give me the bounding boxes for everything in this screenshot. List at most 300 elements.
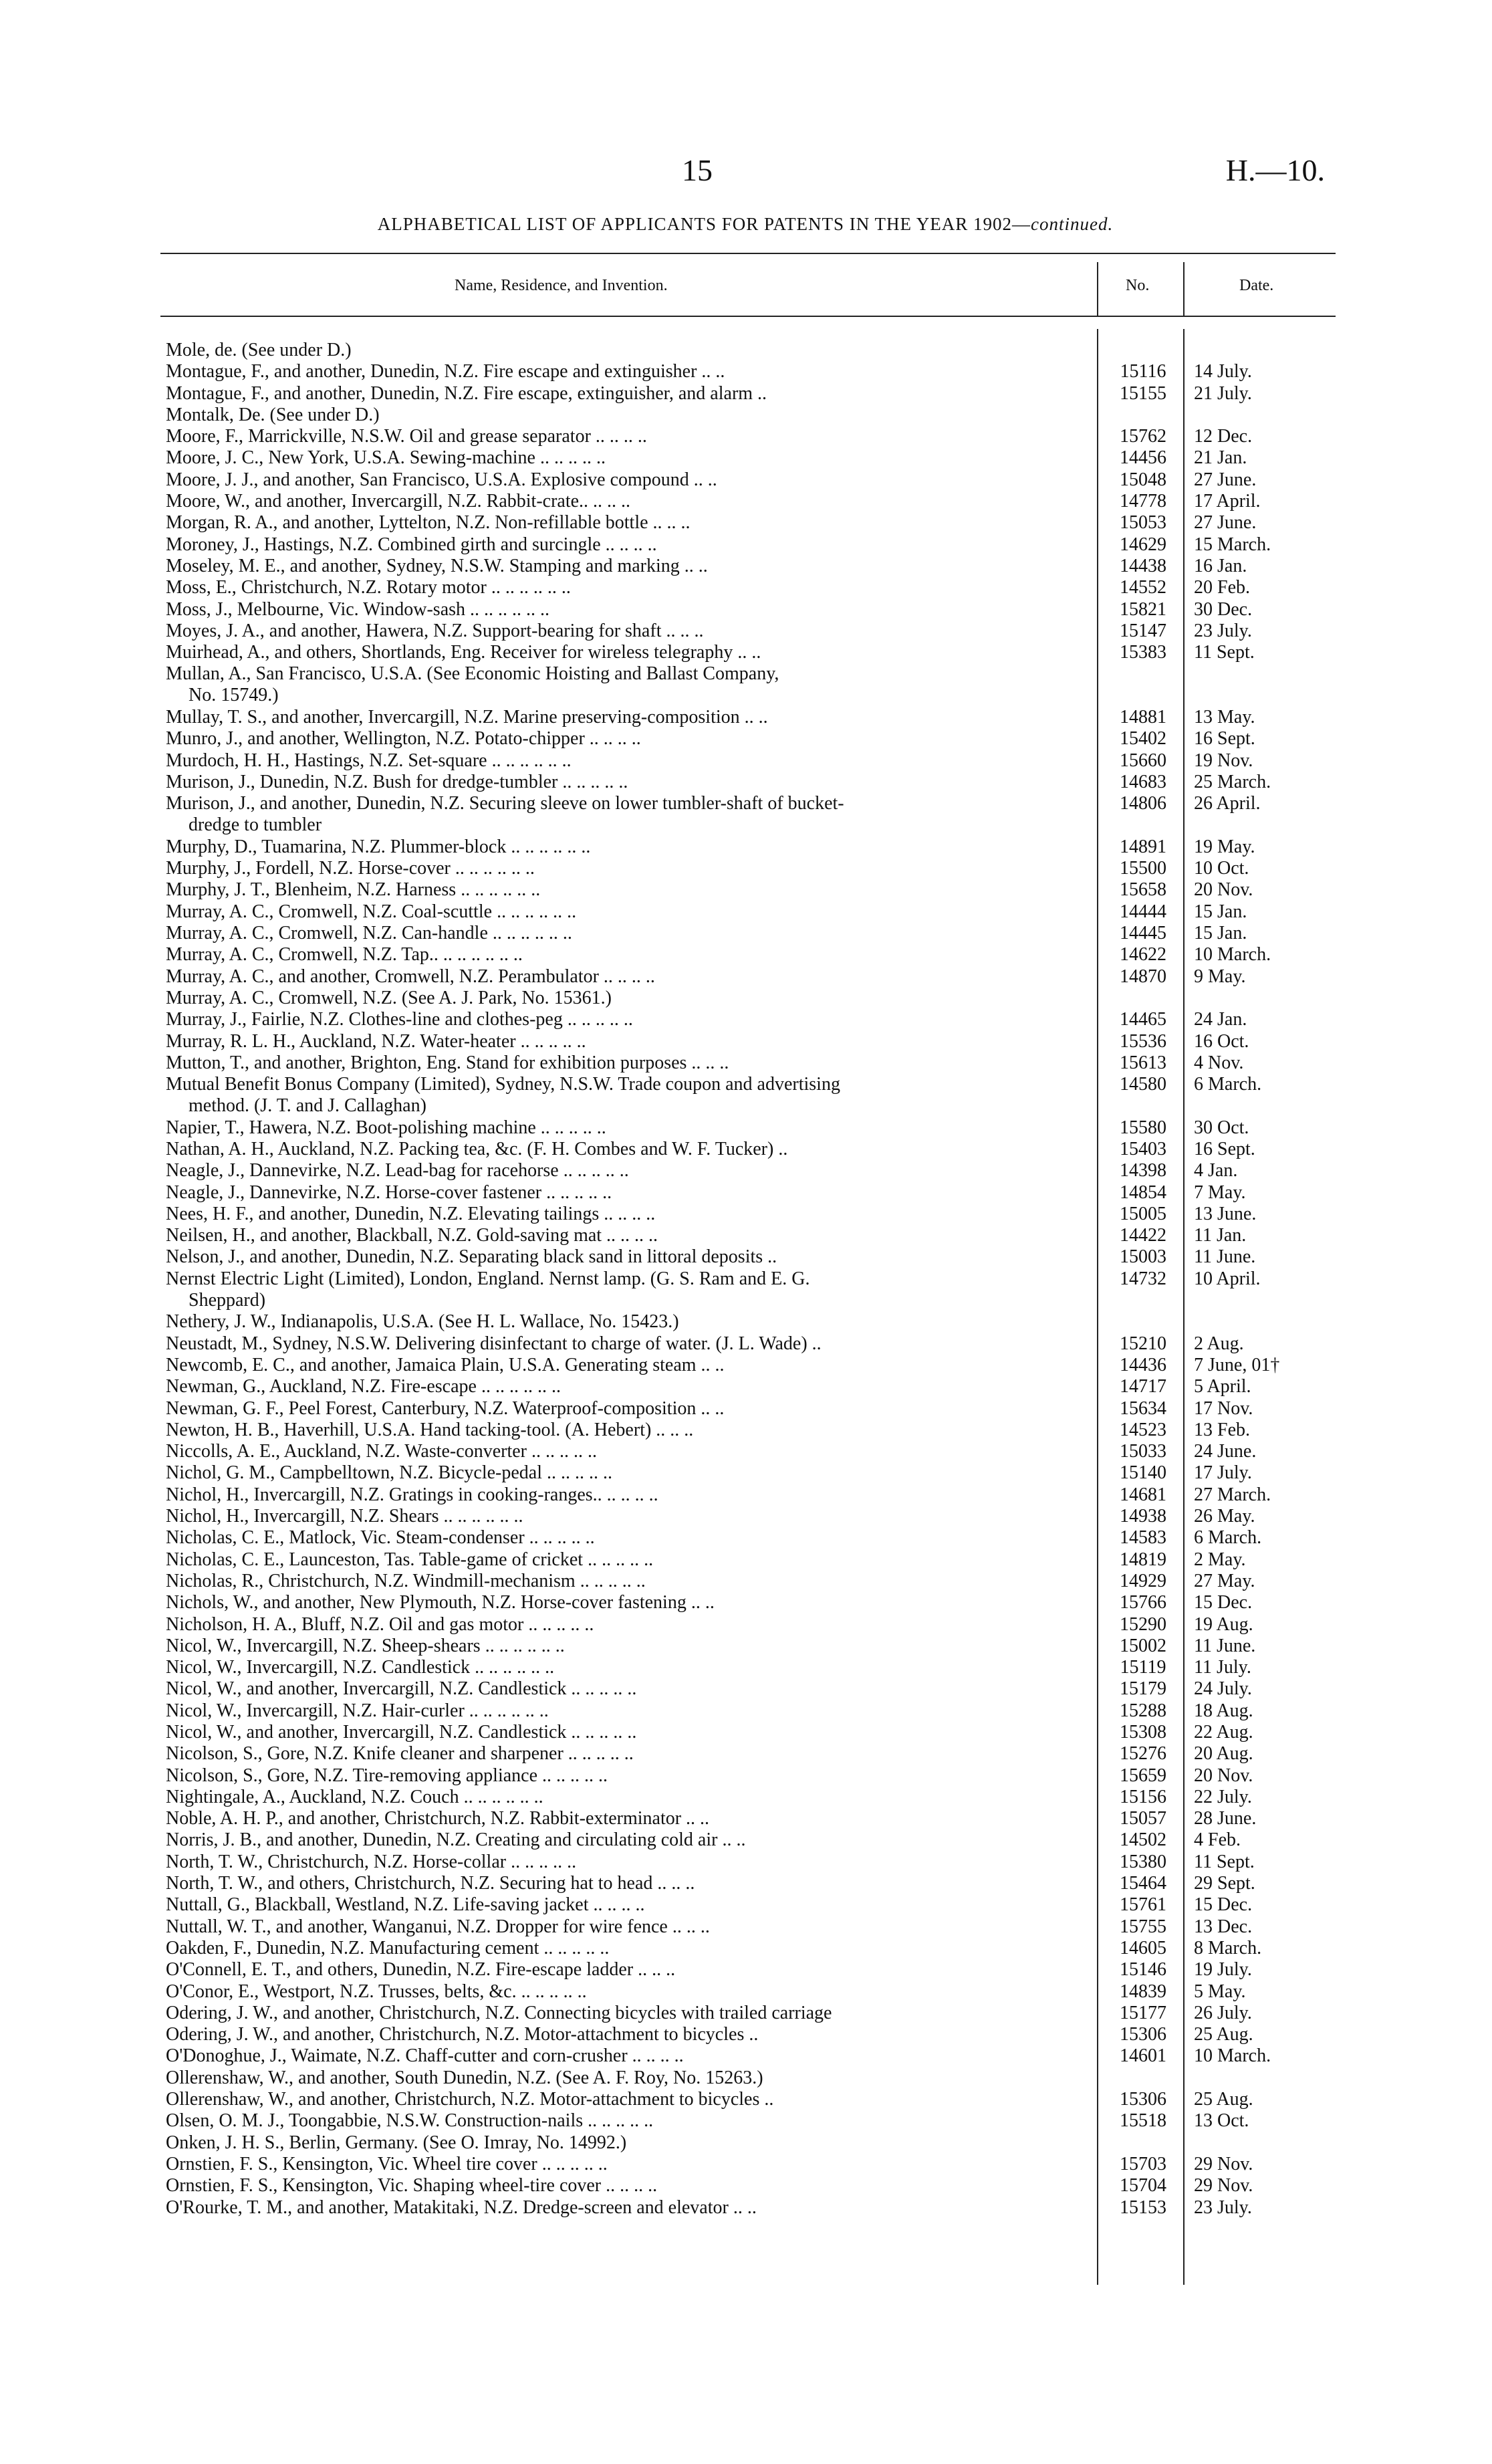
entry-number: 15003 [1120, 1246, 1166, 1268]
entry-number: 15306 [1120, 2024, 1166, 2045]
list-item [0, 1852, 1492, 1873]
list-item [0, 1246, 1492, 1268]
entry-name: Neustadt, M., Sydney, N.S.W. Delivering disinfectant to charge of water. (J. L. Wade) .. [166, 1333, 822, 1354]
entry-name: Nichols, W., and another, New Plymouth, N.Z. Horse-cover fastening .. .. [166, 1592, 715, 1613]
entry-date: 13 June. [1194, 1203, 1257, 1224]
header-rule-bottom [160, 316, 1336, 317]
list-item [0, 966, 1492, 988]
entry-number: 14552 [1120, 577, 1166, 598]
entry-name: Nicholas, C. E., Matlock, Vic. Steam-condenser .. .. .. .. .. [166, 1527, 595, 1549]
entry-name: Moore, F., Marrickville, N.S.W. Oil and grease separator .. .. .. .. [166, 426, 647, 447]
list-item [0, 1527, 1492, 1549]
entry-date: 4 Nov. [1194, 1052, 1244, 1073]
list-item [0, 1916, 1492, 1938]
entry-date: 17 April. [1194, 491, 1261, 512]
list-item [0, 1117, 1492, 1139]
entry-number: 14580 [1120, 1074, 1166, 1095]
entry-number: 15146 [1120, 1959, 1166, 1981]
list-item [0, 1700, 1492, 1722]
list-item [0, 1462, 1492, 1484]
entry-name: Olsen, O. M. J., Toongabbie, N.S.W. Construction-nails .. .. .. .. .. [166, 2110, 654, 2132]
entry-number: 15658 [1120, 879, 1166, 901]
entry-number: 15464 [1120, 1873, 1166, 1894]
entry-name: Nichol, H., Invercargill, N.Z. Shears .. .. .. .. .. .. [166, 1506, 523, 1527]
list-item [0, 1829, 1492, 1851]
entry-number: 14456 [1120, 447, 1166, 469]
entry-number: 14605 [1120, 1937, 1166, 1958]
entry-name: Ornstien, F. S., Kensington, Vic. Wheel tire cover .. .. .. .. .. [166, 2153, 608, 2174]
entry-name-continuation: Sheppard) [189, 1289, 266, 1311]
entry-date: 16 Jan. [1194, 555, 1247, 576]
entry-name: Nuttall, W. T., and another, Wanganui, N.Z. Dropper for wire fence .. .. .. [166, 1916, 710, 1937]
list-item [0, 1311, 1492, 1333]
column-divider-2-head [1183, 262, 1185, 316]
list-item [0, 556, 1492, 577]
entry-date: 16 Sept. [1194, 728, 1255, 750]
entry-number: 14891 [1120, 836, 1166, 857]
entry-number: 15210 [1120, 1333, 1166, 1354]
entry-name: Montague, F., and another, Dunedin, N.Z. Fire escape and extinguisher .. .. [166, 361, 725, 382]
list-item [0, 621, 1492, 642]
list-item [0, 836, 1492, 858]
entry-number: 15276 [1120, 1743, 1166, 1765]
entry-name: Nuttall, G., Blackball, Westland, N.Z. Life-saving jacket .. .. .. .. [166, 1894, 645, 1916]
entry-number: 15290 [1120, 1613, 1166, 1635]
entry-number: 14938 [1120, 1506, 1166, 1527]
entry-number: 15383 [1120, 642, 1166, 663]
column-divider-1-head [1097, 262, 1098, 316]
entry-date: 27 June. [1194, 512, 1257, 534]
entry-number: 14444 [1120, 901, 1166, 922]
list-item [0, 1959, 1492, 1981]
entry-name: Nicholas, R., Christchurch, N.Z. Windmill-mechanism .. .. .. .. .. [166, 1570, 646, 1591]
entry-date: 15 Dec. [1194, 1894, 1253, 1916]
entry-date: 7 May. [1194, 1182, 1246, 1203]
entry-name: Ollerenshaw, W., and another, South Dunedin, N.Z. (See A. F. Roy, No. 15263.) [166, 2067, 763, 2088]
entry-number: 15116 [1120, 361, 1166, 382]
entry-date: 21 July. [1194, 382, 1252, 404]
list-item [0, 1592, 1492, 1613]
entry-number: 15033 [1120, 1441, 1166, 1462]
list-item [0, 901, 1492, 923]
entry-date: 11 June. [1194, 1246, 1256, 1268]
entry-date: 28 June. [1194, 1808, 1257, 1829]
list-item [0, 2045, 1492, 2067]
entry-name: Moore, J. J., and another, San Francisco, U.S.A. Explosive compound .. .. [166, 469, 717, 490]
entry-date: 19 Aug. [1194, 1613, 1253, 1635]
entry-name: Onken, J. H. S., Berlin, Germany. (See O. Imray, No. 14992.) [166, 2132, 627, 2153]
entry-number: 14629 [1120, 534, 1166, 555]
entry-number: 15761 [1120, 1894, 1166, 1916]
list-item [0, 1398, 1492, 1420]
entry-date: 20 Feb. [1194, 577, 1250, 598]
entry-date: 14 July. [1194, 361, 1252, 382]
entry-date: 17 July. [1194, 1462, 1252, 1484]
list-item [0, 1160, 1492, 1182]
entry-number: 15766 [1120, 1592, 1166, 1613]
entry-date: 30 Oct. [1194, 1117, 1249, 1138]
entry-number: 15703 [1120, 2153, 1166, 2174]
entry-number: 15308 [1120, 1722, 1166, 1743]
entry-number: 15634 [1120, 1397, 1166, 1419]
entry-name: Nethery, J. W., Indianapolis, U.S.A. (See H. L. Wallace, No. 15423.) [166, 1311, 679, 1333]
entry-date: 4 Jan. [1194, 1160, 1238, 1182]
entry-number: 15518 [1120, 2110, 1166, 2132]
list-item [0, 1678, 1492, 1700]
entry-name: Murphy, J., Fordell, N.Z. Horse-cover .. .. .. .. .. .. [166, 858, 535, 879]
list-item [0, 642, 1492, 663]
list-item [0, 1139, 1492, 1160]
list-item [0, 1376, 1492, 1397]
entry-number: 14398 [1120, 1160, 1166, 1182]
entry-number: 15155 [1120, 382, 1166, 404]
entry-name: Newman, G., Auckland, N.Z. Fire-escape .. .. .. .. .. .. [166, 1376, 561, 1397]
entry-name: Murdoch, H. H., Hastings, N.Z. Set-square .. .. .. .. .. .. [166, 750, 572, 771]
entry-name: Newcomb, E. C., and another, Jamaica Plain, U.S.A. Generating steam .. .. [166, 1354, 725, 1375]
entry-date: 27 May. [1194, 1570, 1255, 1591]
entry-number: 15659 [1120, 1765, 1166, 1786]
list-item [0, 1204, 1492, 1225]
applicant-list [0, 340, 1492, 2219]
list-item [0, 340, 1492, 361]
entry-number: 15380 [1120, 1851, 1166, 1872]
entry-name: Nicol, W., Invercargill, N.Z. Sheep-shears .. .. .. .. .. .. [166, 1635, 565, 1656]
entry-name: Murray, A. C., Cromwell, N.Z. Tap.. .. .. .. .. .. .. [166, 944, 523, 966]
list-item [0, 1722, 1492, 1743]
entry-number: 14601 [1120, 2045, 1166, 2067]
list-item [0, 1074, 1492, 1117]
list-item [0, 1657, 1492, 1678]
list-item [0, 944, 1492, 966]
entry-date: 7 June, 01† [1194, 1354, 1280, 1375]
entry-name: Ornstien, F. S., Kensington, Vic. Shaping wheel-tire cover .. .. .. .. [166, 2175, 658, 2197]
entry-date: 22 July. [1194, 1786, 1252, 1807]
list-item [0, 1182, 1492, 1204]
entry-name: Neagle, J., Dannevirke, N.Z. Horse-cover fastener .. .. .. .. .. [166, 1182, 612, 1203]
entry-date: 13 Dec. [1194, 1916, 1253, 1937]
entry-name: Nicol, W., Invercargill, N.Z. Hair-curler .. .. .. .. .. .. [166, 1700, 549, 1721]
list-item [0, 534, 1492, 556]
entry-name: Murison, J., and another, Dunedin, N.Z. Securing sleeve on lower tumbler-shaft of bucket- dredge to tumbler [166, 793, 1090, 836]
entry-number: 15179 [1120, 1678, 1166, 1700]
list-item [0, 512, 1492, 534]
entry-date: 26 May. [1194, 1506, 1255, 1527]
entry-name: Moore, J. C., New York, U.S.A. Sewing-machine .. .. .. .. .. [166, 447, 606, 469]
entry-number: 15177 [1120, 2002, 1166, 2023]
entry-date: 20 Aug. [1194, 1743, 1253, 1765]
entry-name: Mullan, A., San Francisco, U.S.A. (See Economic Hoisting and Ballast Company, No. 15749.) [166, 663, 1090, 706]
entry-name: Ollerenshaw, W., and another, Christchurch, N.Z. Motor-attachment to bicycles .. [166, 2089, 774, 2110]
entry-date: 2 May. [1194, 1549, 1246, 1570]
page-number: 15 [682, 153, 713, 187]
entry-number: 14839 [1120, 1981, 1166, 2002]
entry-name: Nichol, H., Invercargill, N.Z. Gratings in cooking-ranges.. .. .. .. .. [166, 1484, 658, 1505]
entry-number: 15306 [1120, 2089, 1166, 2110]
entry-date: 11 Jan. [1194, 1225, 1247, 1246]
list-item [0, 2003, 1492, 2024]
entry-name: Napier, T., Hawera, N.Z. Boot-polishing machine .. .. .. .. .. [166, 1117, 606, 1138]
list-item [0, 1009, 1492, 1030]
list-item [0, 1420, 1492, 1441]
entry-number: 15053 [1120, 512, 1166, 534]
list-item [0, 1938, 1492, 1959]
list-item [0, 879, 1492, 901]
entry-date: 27 March. [1194, 1484, 1271, 1505]
list-item [0, 1808, 1492, 1829]
entry-name: O'Rourke, T. M., and another, Matakitaki, N.Z. Dredge-screen and elevator .. .. [166, 2197, 757, 2218]
entry-name: Nicol, W., Invercargill, N.Z. Candlestick .. .. .. .. .. .. [166, 1657, 555, 1678]
entry-number: 15402 [1120, 728, 1166, 750]
list-item [0, 2110, 1492, 2132]
entry-name-continuation: No. 15749.) [189, 685, 279, 706]
entry-date: 15 Jan. [1194, 923, 1247, 944]
list-item [0, 599, 1492, 621]
entry-date: 9 May. [1194, 966, 1246, 987]
list-item [0, 1894, 1492, 1916]
entry-date: 22 Aug. [1194, 1722, 1253, 1743]
entry-name: Murray, A. C., Cromwell, N.Z. (See A. J. Park, No. 15361.) [166, 987, 612, 1008]
entry-name: Nichol, G. M., Campbelltown, N.Z. Bicycle-pedal .. .. .. .. .. [166, 1462, 612, 1484]
entry-name: Murphy, J. T., Blenheim, N.Z. Harness .. .. .. .. .. .. [166, 879, 541, 901]
entry-date: 24 July. [1194, 1678, 1252, 1700]
entry-date: 20 Nov. [1194, 1765, 1253, 1786]
entry-date: 12 Dec. [1194, 426, 1253, 447]
list-item [0, 663, 1492, 707]
entry-number: 15002 [1120, 1635, 1166, 1656]
entry-name: North, T. W., and others, Christchurch, N.Z. Securing hat to head .. .. .. [166, 1873, 695, 1894]
entry-name: North, T. W., Christchurch, N.Z. Horse-collar .. .. .. .. .. [166, 1851, 577, 1872]
entry-date: 27 June. [1194, 469, 1257, 490]
entry-name: Nathan, A. H., Auckland, N.Z. Packing tea, &c. (F. H. Combes and W. F. Tucker) .. [166, 1138, 788, 1159]
list-item [0, 772, 1492, 793]
entry-date: 29 Nov. [1194, 2153, 1253, 2174]
entry-date: 8 March. [1194, 1937, 1262, 1958]
page-title [160, 214, 1330, 235]
list-item [0, 2175, 1492, 2197]
entry-name: Moseley, M. E., and another, Sydney, N.S.W. Stamping and marking .. .. [166, 555, 708, 576]
list-item [0, 2089, 1492, 2110]
list-item [0, 1225, 1492, 1246]
list-item [0, 1787, 1492, 1808]
entry-name: Nees, H. F., and another, Dunedin, N.Z. Elevating tailings .. .. .. .. [166, 1203, 656, 1224]
list-item [0, 858, 1492, 879]
entry-name: Munro, J., and another, Wellington, N.Z. Potato-chipper .. .. .. .. [166, 728, 641, 750]
entry-number: 15821 [1120, 598, 1166, 620]
list-item [0, 1333, 1492, 1355]
list-item [0, 793, 1492, 836]
list-item [0, 383, 1492, 405]
entry-date: 10 March. [1194, 944, 1271, 966]
entry-date: 4 Feb. [1194, 1829, 1241, 1851]
entry-name: Murray, J., Fairlie, N.Z. Clothes-line and clothes-peg .. .. .. .. .. [166, 1009, 633, 1030]
entry-number: 14502 [1120, 1829, 1166, 1851]
entry-name: O'Connell, E. T., and others, Dunedin, N.Z. Fire-escape ladder .. .. .. [166, 1959, 676, 1981]
entry-name: Murray, A. C., Cromwell, N.Z. Coal-scuttle .. .. .. .. .. .. [166, 901, 577, 922]
entry-date: 25 Aug. [1194, 2024, 1253, 2045]
entry-date: 18 Aug. [1194, 1700, 1253, 1721]
entry-name-continuation: method. (J. T. and J. Callaghan) [189, 1095, 426, 1117]
entry-date: 19 Nov. [1194, 750, 1253, 771]
entry-date: 29 Nov. [1194, 2175, 1253, 2197]
entry-name: Newton, H. B., Haverhill, U.S.A. Hand tacking-tool. (A. Hebert) .. .. .. [166, 1419, 694, 1440]
entry-name: O'Donoghue, J., Waimate, N.Z. Chaff-cutter and corn-crusher .. .. .. .. [166, 2045, 684, 2067]
entry-date: 24 Jan. [1194, 1009, 1247, 1030]
entry-date: 6 March. [1194, 1074, 1262, 1095]
header-rule-top [160, 253, 1336, 254]
title-continued: continued. [1031, 214, 1114, 234]
list-item [0, 707, 1492, 728]
entry-date: 6 March. [1194, 1527, 1262, 1549]
list-item [0, 2154, 1492, 2175]
entry-number: 14436 [1120, 1354, 1166, 1375]
entry-name: Mole, de. (See under D.) [166, 340, 352, 360]
entry-number: 15147 [1120, 620, 1166, 641]
list-item [0, 426, 1492, 447]
entry-number: 14465 [1120, 1009, 1166, 1030]
entry-date: 19 May. [1194, 836, 1255, 857]
entry-name: Odering, J. W., and another, Christchurch, N.Z. Motor-attachment to bicycles .. [166, 2024, 759, 2045]
entry-number: 14445 [1120, 923, 1166, 944]
entry-date: 25 Aug. [1194, 2089, 1253, 2110]
list-item [0, 577, 1492, 598]
title-main: ALPHABETICAL LIST OF APPLICANTS FOR PATENTS IN THE YEAR 1902— [377, 214, 1031, 234]
list-item [0, 1355, 1492, 1376]
entry-number: 14929 [1120, 1570, 1166, 1591]
entry-date: 11 Sept. [1194, 642, 1255, 663]
entry-name: Moyes, J. A., and another, Hawera, N.Z. Support-bearing for shaft .. .. .. [166, 620, 704, 641]
entry-name: Nicholas, C. E., Launceston, Tas. Table-game of cricket .. .. .. .. .. [166, 1549, 654, 1570]
entry-date: 29 Sept. [1194, 1873, 1255, 1894]
list-item [0, 405, 1492, 426]
entry-number: 15660 [1120, 750, 1166, 771]
entry-number: 15403 [1120, 1138, 1166, 1159]
entry-date: 15 March. [1194, 534, 1271, 555]
entry-date: 16 Oct. [1194, 1030, 1249, 1052]
list-item [0, 1484, 1492, 1506]
entry-name: Murray, A. C., and another, Cromwell, N.Z. Perambulator .. .. .. .. [166, 966, 655, 987]
entry-number: 15580 [1120, 1117, 1166, 1138]
entry-date: 30 Dec. [1194, 598, 1253, 620]
list-item [0, 1031, 1492, 1052]
entry-number: 14732 [1120, 1268, 1166, 1289]
entry-number: 15755 [1120, 1916, 1166, 1937]
page-header [0, 152, 1492, 199]
entry-number: 14806 [1120, 793, 1166, 814]
entry-number: 14778 [1120, 491, 1166, 512]
entry-number: 15288 [1120, 1700, 1166, 1721]
list-item [0, 447, 1492, 469]
entry-date: 24 June. [1194, 1441, 1257, 1462]
entry-name: Nicolson, S., Gore, N.Z. Knife cleaner and sharpener .. .. .. .. .. [166, 1743, 634, 1765]
entry-date: 15 Jan. [1194, 901, 1247, 922]
entry-name: Odering, J. W., and another, Christchurch, N.Z. Connecting bicycles with trailed carriage [166, 2002, 832, 2023]
entry-number: 14681 [1120, 1484, 1166, 1505]
list-item [0, 469, 1492, 491]
column-header-name: Name, Residence, and Invention. [455, 277, 668, 294]
list-item [0, 1268, 1492, 1312]
entry-name: Mullay, T. S., and another, Invercargill, N.Z. Marine preserving-composition .. .. [166, 707, 768, 728]
entry-date: 11 June. [1194, 1635, 1256, 1656]
list-item [0, 923, 1492, 944]
entry-name: Mutton, T., and another, Brighton, Eng. Stand for exhibition purposes .. .. .. [166, 1052, 729, 1073]
entry-date: 16 Sept. [1194, 1138, 1255, 1159]
entry-date: 25 March. [1194, 771, 1271, 792]
entry-number: 15536 [1120, 1030, 1166, 1052]
entry-name: Niccolls, A. E., Auckland, N.Z. Waste-converter .. .. .. .. .. [166, 1441, 597, 1462]
entry-name: Neagle, J., Dannevirke, N.Z. Lead-bag for racehorse .. .. .. .. .. [166, 1160, 629, 1182]
list-item [0, 361, 1492, 382]
entry-number: 14622 [1120, 944, 1166, 966]
entry-number: 14523 [1120, 1419, 1166, 1440]
entry-name: Muirhead, A., and others, Shortlands, Eng. Receiver for wireless telegraphy .. .. [166, 642, 761, 663]
entry-name: Nelson, J., and another, Dunedin, N.Z. Separating black sand in littoral deposits .. [166, 1246, 777, 1268]
entry-name: Nernst Electric Light (Limited), London, England. Nernst lamp. (G. S. Ram and E. G. Sheppard) [166, 1268, 1090, 1311]
entry-number: 14881 [1120, 707, 1166, 728]
entry-date: 23 July. [1194, 2197, 1252, 2218]
entry-name: Nicholson, H. A., Bluff, N.Z. Oil and gas motor .. .. .. .. .. [166, 1613, 594, 1635]
entry-number: 14683 [1120, 771, 1166, 792]
entry-name: Moss, E., Christchurch, N.Z. Rotary motor .. .. .. .. .. .. [166, 577, 571, 598]
entry-number: 14717 [1120, 1376, 1166, 1397]
entry-name: Murray, A. C., Cromwell, N.Z. Can-handle .. .. .. .. .. .. [166, 923, 572, 944]
entry-number: 15153 [1120, 2197, 1166, 2218]
entry-name: Morgan, R. A., and another, Lyttelton, N.Z. Non-refillable bottle .. .. .. [166, 512, 691, 534]
entry-date: 17 Nov. [1194, 1397, 1253, 1419]
entry-date: 10 March. [1194, 2045, 1271, 2067]
list-item [0, 1549, 1492, 1571]
entry-name: Newman, G. F., Peel Forest, Canterbury, N.Z. Waterproof-composition .. .. [166, 1397, 725, 1419]
entry-name: Norris, J. B., and another, Dunedin, N.Z. Creating and circulating cold air .. .. [166, 1829, 746, 1851]
entry-name: Mutual Benefit Bonus Company (Limited), Sydney, N.S.W. Trade coupon and advertising method. (J. T. and J. Callaghan) [166, 1074, 1090, 1117]
entry-date: 2 Aug. [1194, 1333, 1244, 1354]
entry-name: Noble, A. H. P., and another, Christchurch, N.Z. Rabbit-exterminator .. .. [166, 1808, 710, 1829]
list-item [0, 1614, 1492, 1636]
list-item [0, 1441, 1492, 1462]
entry-name: Nicolson, S., Gore, N.Z. Tire-removing appliance .. .. .. .. .. [166, 1765, 608, 1786]
entry-number: 15500 [1120, 858, 1166, 879]
list-item [0, 1636, 1492, 1657]
list-item [0, 988, 1492, 1009]
entry-name: Nightingale, A., Auckland, N.Z. Couch .. .. .. .. .. .. [166, 1786, 543, 1807]
entry-date: 5 April. [1194, 1376, 1251, 1397]
list-item [0, 1052, 1492, 1074]
entry-date: 19 July. [1194, 1959, 1252, 1981]
entry-number: 15140 [1120, 1462, 1166, 1484]
list-item [0, 1743, 1492, 1765]
document-reference: H.—10. [1225, 153, 1325, 187]
entry-date: 20 Nov. [1194, 879, 1253, 901]
entry-number: 14854 [1120, 1182, 1166, 1203]
column-header-date: Date. [1239, 277, 1274, 294]
entry-name: Moroney, J., Hastings, N.Z. Combined girth and surcingle .. .. .. .. [166, 534, 657, 555]
entry-date: 26 April. [1194, 793, 1261, 814]
entry-number: 15048 [1120, 469, 1166, 490]
list-item [0, 2197, 1492, 2219]
entry-number: 14583 [1120, 1527, 1166, 1549]
entry-name: Nicol, W., and another, Invercargill, N.Z. Candlestick .. .. .. .. .. [166, 1678, 637, 1700]
entry-date: 10 Oct. [1194, 858, 1249, 879]
entry-name: Nicol, W., and another, Invercargill, N.Z. Candlestick .. .. .. .. .. [166, 1722, 637, 1743]
entry-name: Murray, R. L. H., Auckland, N.Z. Water-heater .. .. .. .. .. [166, 1030, 586, 1052]
column-header-no: No. [1126, 277, 1150, 294]
entry-name: Moore, W., and another, Invercargill, N.Z. Rabbit-crate.. .. .. .. [166, 491, 631, 512]
entry-name: Montague, F., and another, Dunedin, N.Z. Fire escape, extinguisher, and alarm .. [166, 382, 767, 404]
entry-name: Moss, J., Melbourne, Vic. Window-sash .. .. .. .. .. .. [166, 598, 550, 620]
entry-name: Neilsen, H., and another, Blackball, N.Z. Gold-saving mat .. .. .. .. [166, 1225, 658, 1246]
list-item [0, 2024, 1492, 2045]
list-item [0, 1506, 1492, 1527]
entry-date: 23 July. [1194, 620, 1252, 641]
